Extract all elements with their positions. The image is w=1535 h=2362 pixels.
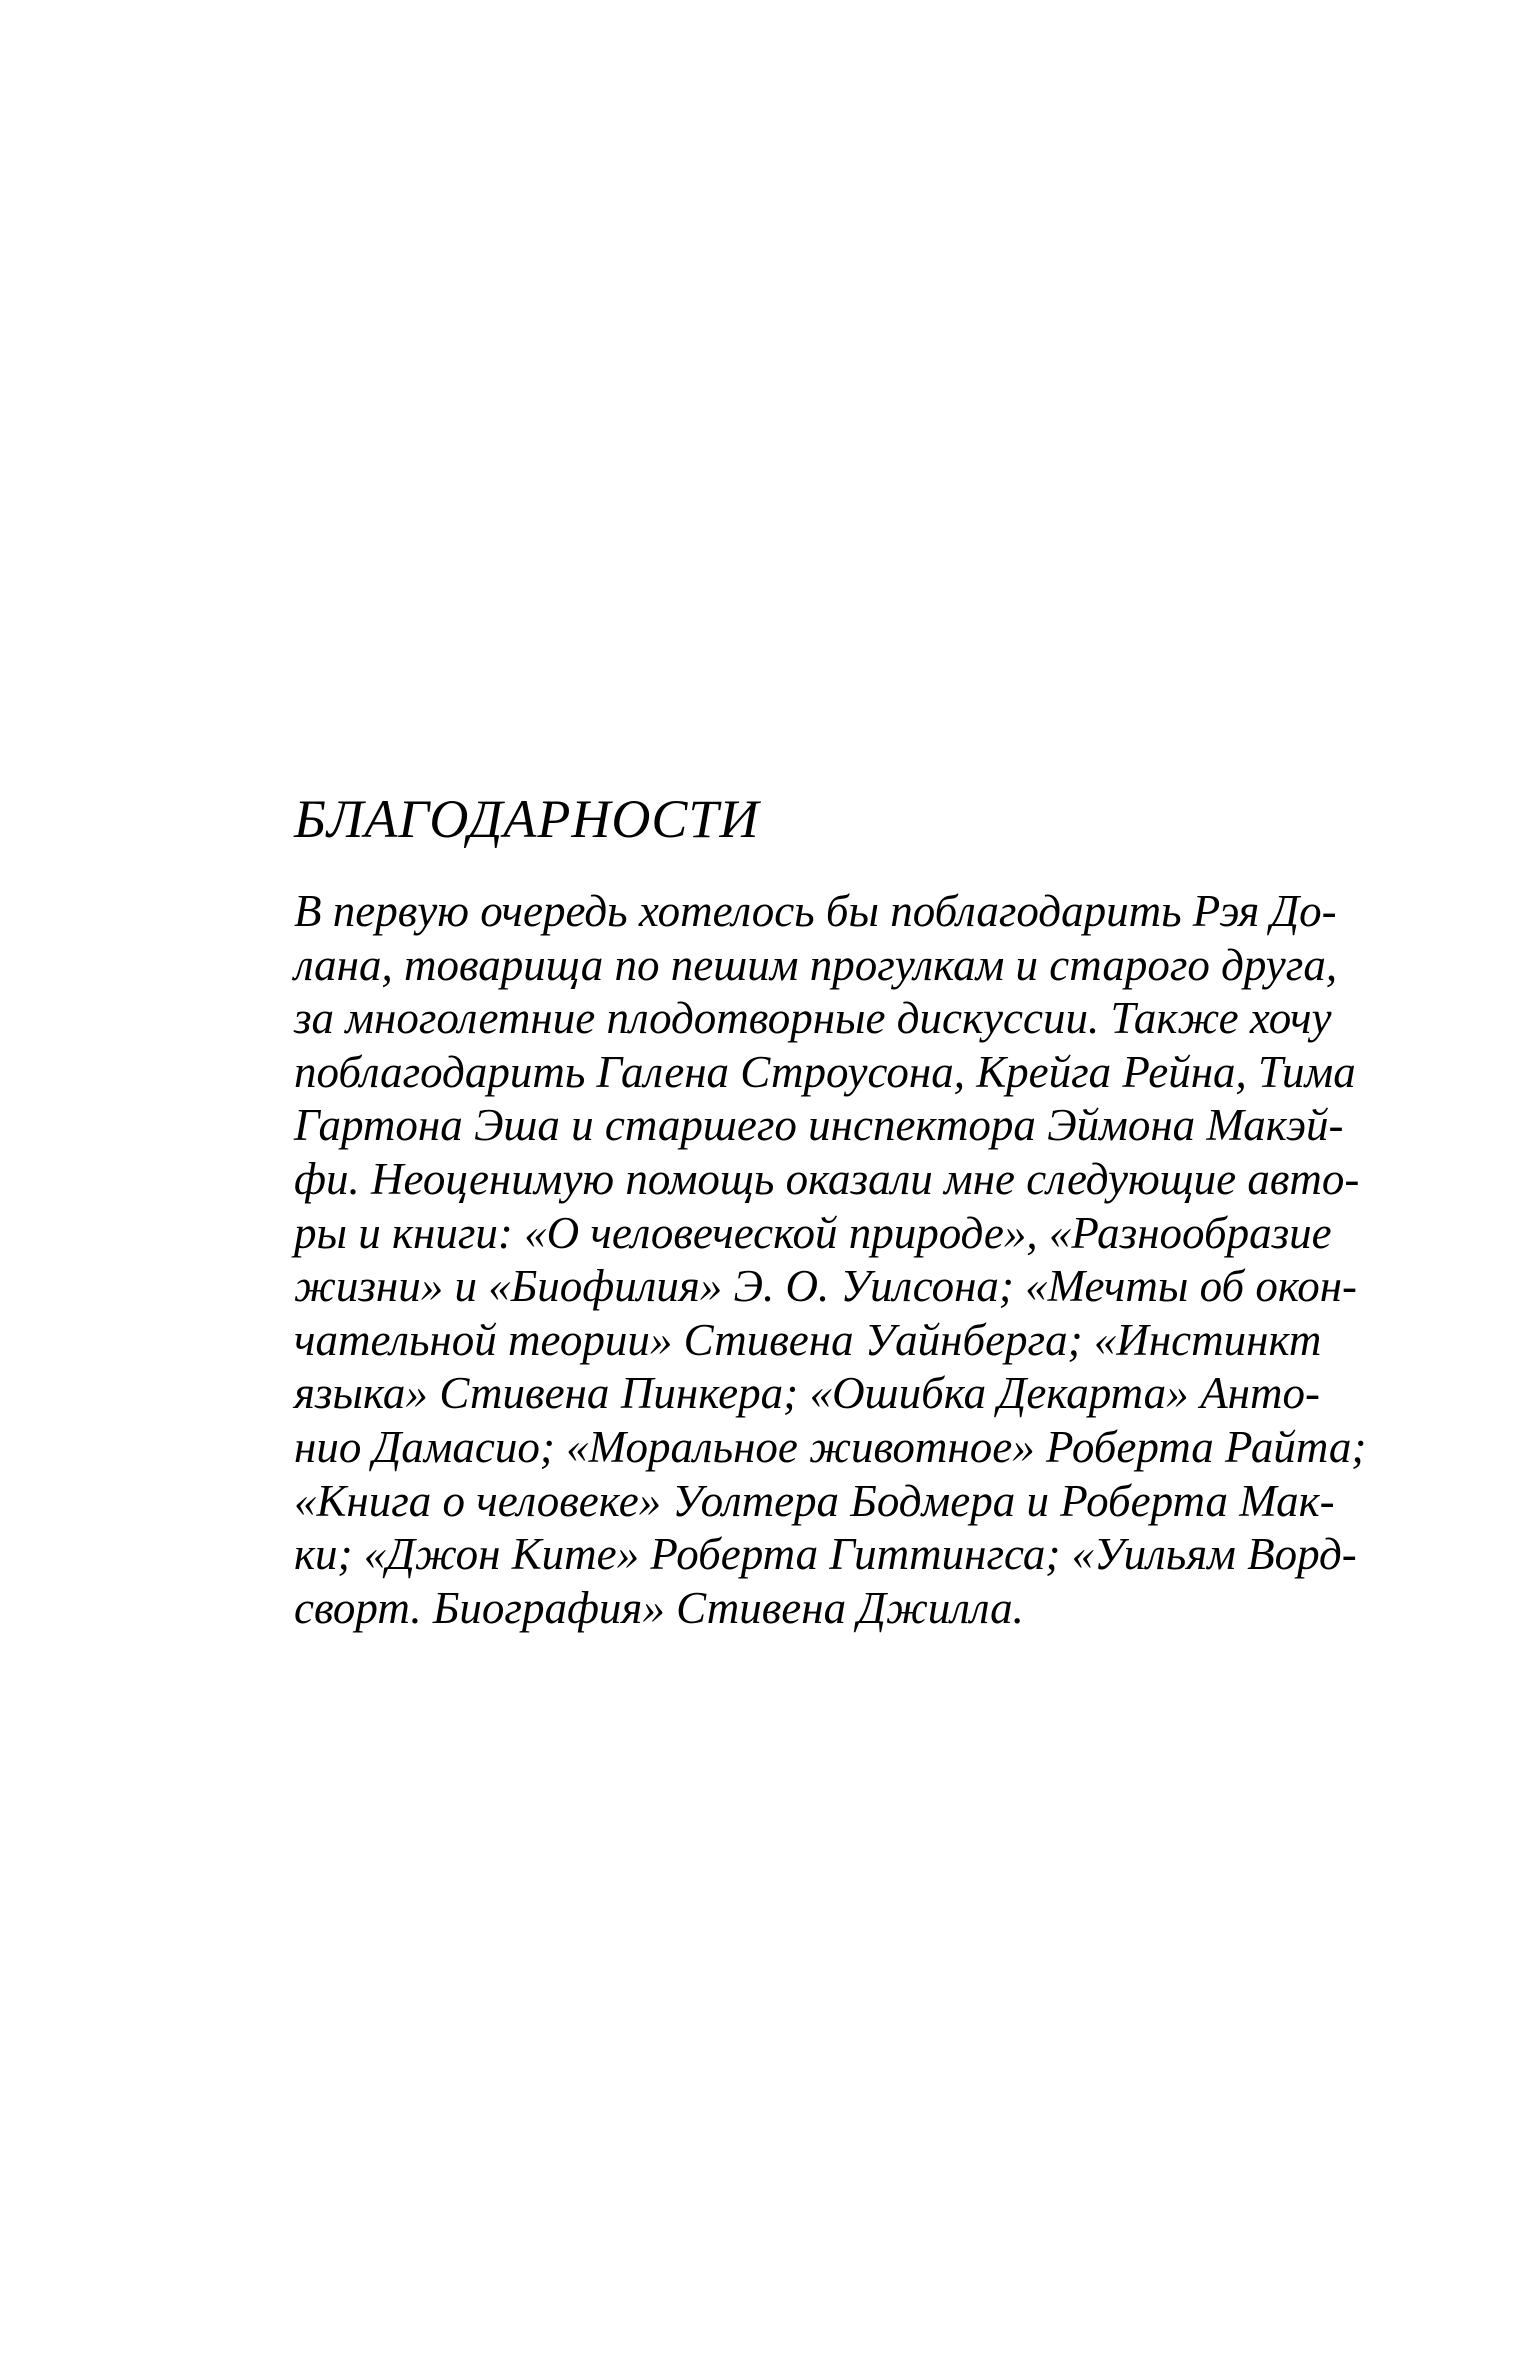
acknowledgements-paragraph [294,885,1367,1635]
text-line: за многолетние плодотворные дискуссии. Также хочу [294,993,1332,1044]
section-heading: БЛАГОДАРНОСТИ [294,789,760,849]
text-line: ки; «Джон Ките» Роберта Гиттингса; «Уильям Ворд- [294,1529,1357,1580]
text-line: ры и книги: «О человеческой природе», «Разнообразие [294,1207,1332,1258]
text-line: В первую очередь хотелось бы поблагодарить Рэя До- [294,886,1337,936]
text-line: лана, товарища по пешим прогулкам и старого друга, [294,939,1338,990]
text-line: жизни» и «Биофилия» Э. О. Уилсона; «Мечты об окон- [294,1261,1358,1312]
text-line: Гартона Эша и старшего инспектора Эймона Макэй- [294,1100,1344,1151]
text-line: сворт. Биография» Стивена Джилла. [294,1582,1024,1633]
text-line: чательной теории» Стивена Уайнберга; «Инстинкт [294,1314,1322,1365]
text-line: поблагодарить Галена Строусона, Крейга Рейна, Тима [294,1046,1356,1097]
text-line: фи. Неоценимую помощь оказали мне следующие авто- [294,1153,1360,1204]
text-line: «Книга о человеке» Уолтера Бодмера и Роберта Мак- [294,1475,1335,1526]
text-line: языка» Стивена Пинкера; «Ошибка Декарта» Анто- [294,1368,1320,1419]
text-line: нио Дамасио; «Моральное животное» Роберта Райта; [294,1421,1367,1472]
